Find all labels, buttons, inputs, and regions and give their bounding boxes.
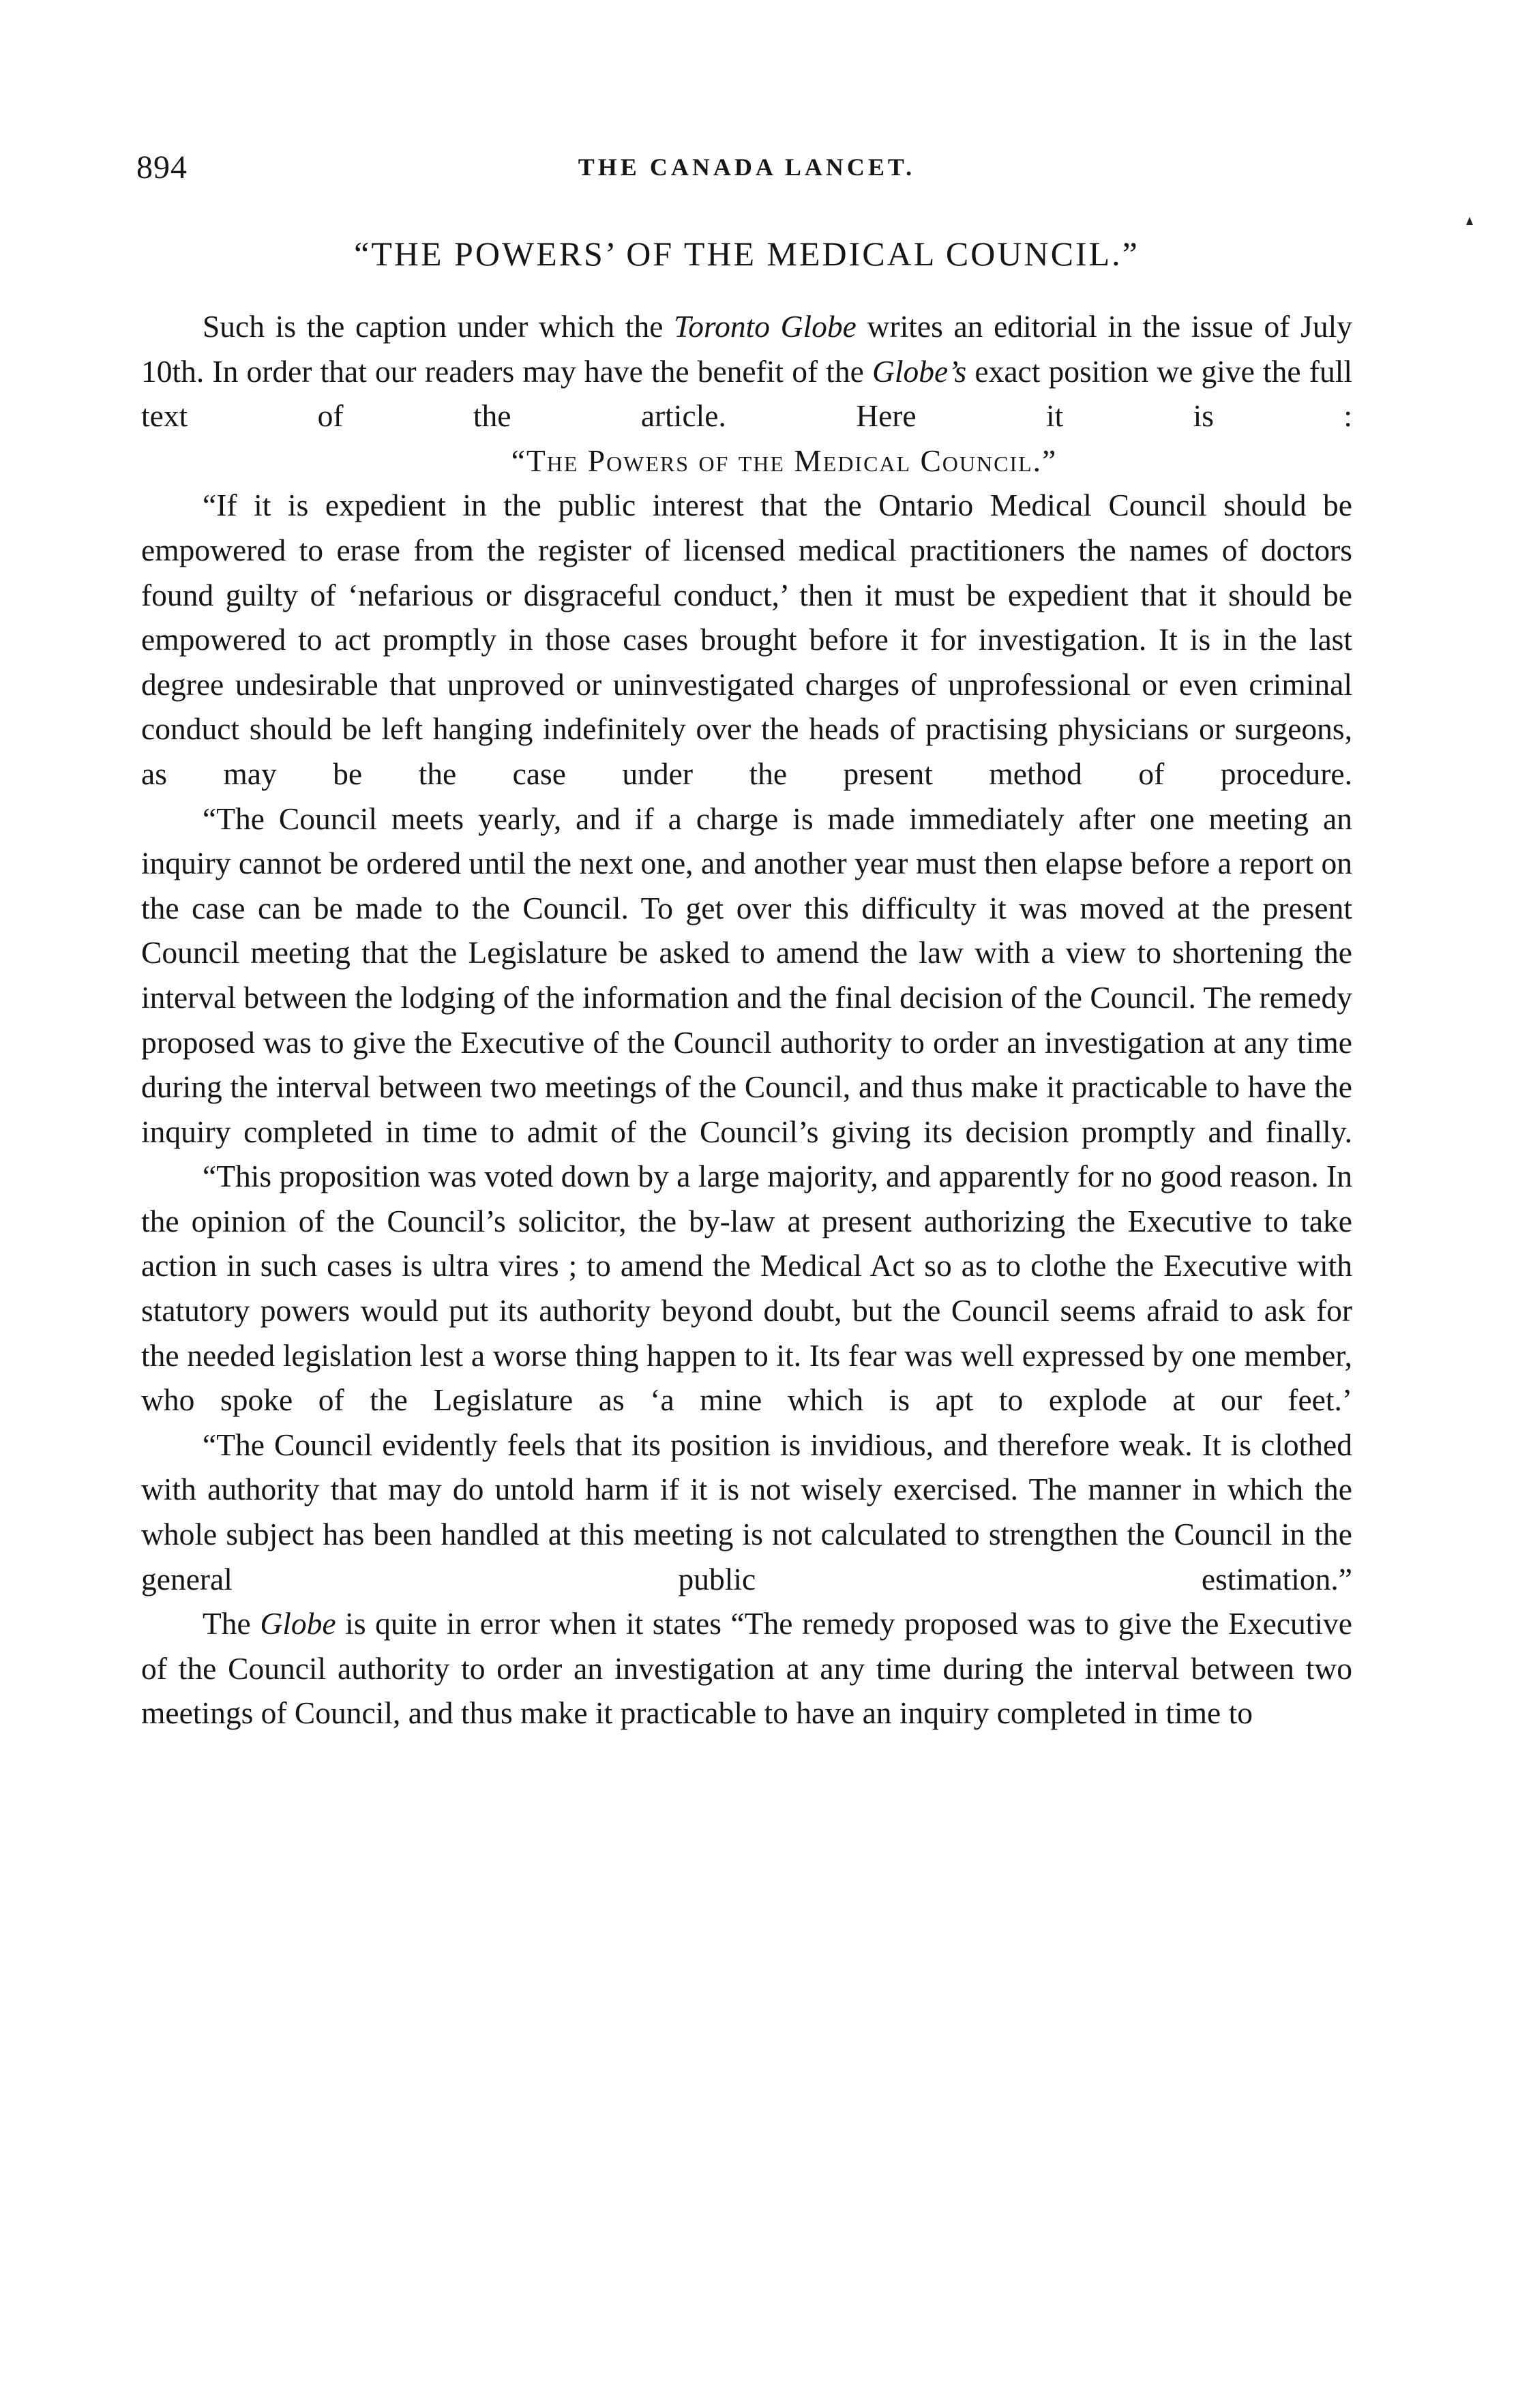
closing-newspaper-name: Globe: [260, 1606, 336, 1641]
page-number: 894: [136, 149, 188, 185]
quoted-article-title: “The Powers of the Medical Council.”: [511, 443, 1058, 478]
quoted-paragraph-3: “This proposition was voted down by a large majority, and apparently for no good reason. In the opinion of the Council’s solicitor, the by-law at present authorizing the Executive to take action in such cases is ultra vires ; to amend the Medical Act so as to clothe the Executive with statutory powers would put its authority beyond doubt, but the Council seems afraid to ask for the needed legislation lest a worse thing happen to it. Its fear was well expressed by one member, who spoke of the Legislature as ‘a mine which is apt to explode at our feet.’: [141, 1159, 1352, 1418]
quoted-paragraph-1: “If it is expedient in the public interest that the Ontario Medical Council should be empowered to erase from the register of licensed medical practitioners the names of doctors found guilty of ‘nefarious or disgraceful conduct,’ then it must be expedient that it should be empowered to act promptly in those cases brought before it for investigation. It is in the last degree undesirable that unproved or uninvestigated charges of unprofessional or even criminal conduct should be left hanging indefinitely over the heads of practising physicians or surgeons, as may be the case under the present method of procedure.: [141, 488, 1352, 791]
intro-text-3: exact position we give the full text of the article. Here it is :: [141, 353, 1352, 434]
intro-text-1: Such is the caption under which the: [203, 309, 674, 344]
closing-text-2: is quite in error when it states “The remedy proposed was to give the Executive of the Council authority to order an investigation at any time during the interval between two meetings of Council, and thus make it practicable to have an inquiry completed in time to: [141, 1606, 1352, 1731]
intro-paragraph: [141, 304, 1352, 439]
article-body: [141, 304, 1352, 1736]
closing-text-1: The: [203, 1606, 261, 1641]
closing-paragraph: [141, 1601, 1352, 1736]
printer-mark: [1466, 217, 1473, 225]
quoted-paragraph-2: “The Council meets yearly, and if a charge is made immediately after one meeting an inquiry cannot be ordered until the next one, and another year must then elapse before a report on the case can be made to the Council. To get over this difficulty it was moved at the present Council meeting that the Legislature be asked to amend the law with a view to shortening the interval between the lodging of the information and the final decision of the Council. The remedy proposed was to give the Executive of the Council authority to order an investigation at any time during the interval between two meetings of the Council, and thus make it practicable to have the inquiry completed in time to admit of the Council’s giving its decision promptly and finally.: [141, 801, 1352, 1149]
intro-text-2: writes an editorial in the issue of July 10th. In order that our readers may have the benefit of the: [141, 309, 1352, 389]
journal-title: THE CANADA LANCET.: [578, 153, 916, 181]
quoted-paragraph-4: “The Council evidently feels that its position is invidious, and therefore weak. It is clothed with authority that may do untold harm if it is not wisely exercised. The manner in which the whole subject has been handled at this meeting is not calculated to strengthen the Council in the general public estimation.”: [141, 1427, 1352, 1596]
intro-newspaper-name: Toronto Globe: [674, 309, 857, 344]
article-title: “THE POWERS’ OF THE MEDICAL COUNCIL.”: [354, 235, 1140, 273]
intro-newspaper-possessive: Globe’s: [872, 353, 967, 389]
page-header: [136, 149, 1357, 190]
